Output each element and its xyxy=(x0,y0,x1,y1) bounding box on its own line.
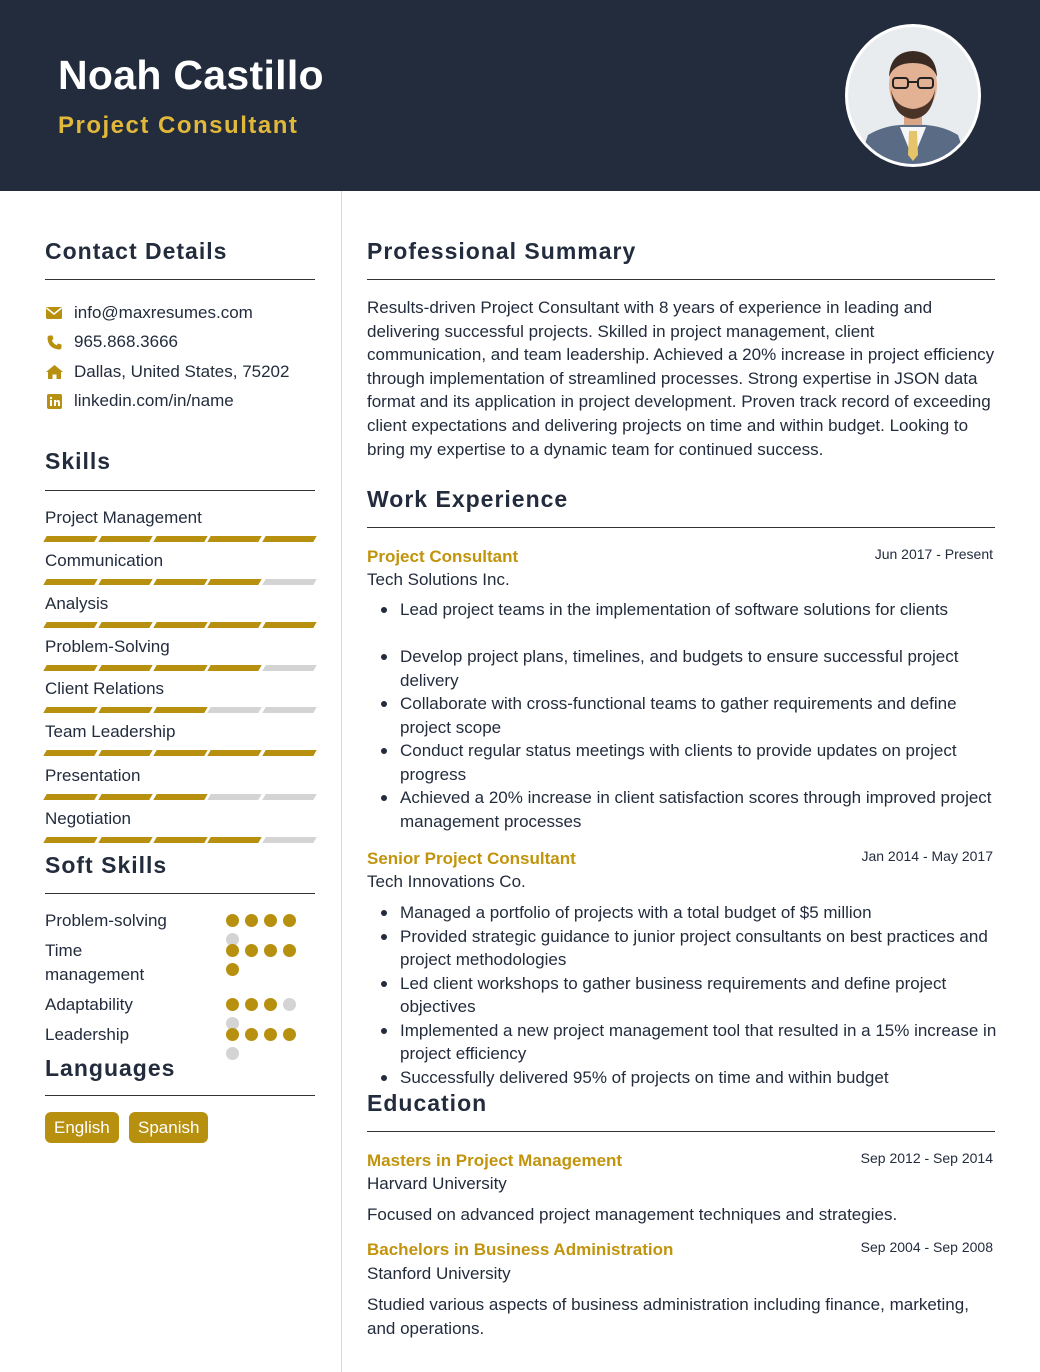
language-tag: English xyxy=(45,1112,119,1143)
degree-description: Studied various aspects of business administration including finance, marketing, and operations. xyxy=(367,1295,969,1338)
candidate-name: Noah Castillo xyxy=(58,52,324,98)
soft-skill-rating xyxy=(226,914,306,946)
contact-email[interactable] xyxy=(45,301,253,325)
soft-skill-name: Problem-solving xyxy=(45,911,167,930)
skill-rating-bar xyxy=(45,536,315,542)
rating-dot xyxy=(226,1047,239,1060)
skill-rating-segment xyxy=(98,794,152,800)
job-bullet: Collaborate with cross-functional teams to gather requirements and define project scope xyxy=(367,692,997,739)
rating-dot xyxy=(264,944,277,957)
email-icon xyxy=(45,304,63,322)
skill-rating-segment xyxy=(98,622,152,628)
soft-skill-rating xyxy=(226,1028,306,1060)
skill-name: Team Leadership xyxy=(45,722,176,741)
skill-rating-segment xyxy=(153,579,207,585)
languages-rule xyxy=(45,1095,315,1096)
contact-rule xyxy=(45,279,315,280)
job-bullet: Provided strategic guidance to junior project consultants on best practices and project methodologies xyxy=(367,925,997,972)
contact-phone[interactable] xyxy=(45,330,178,354)
skill-rating-segment xyxy=(262,837,316,843)
resume-header xyxy=(0,0,1040,191)
skill-name: Communication xyxy=(45,551,164,570)
skill-rating-segment xyxy=(43,750,97,756)
skill-rating-segment xyxy=(98,536,152,542)
skill-rating-segment xyxy=(153,665,207,671)
skill-rating-segment xyxy=(43,536,97,542)
soft-skills-rule xyxy=(45,893,315,894)
skill-rating-segment xyxy=(153,622,207,628)
skill-rating-segment xyxy=(43,622,97,628)
profile-photo xyxy=(845,24,981,167)
job-bullets xyxy=(367,598,997,833)
skill-rating-segment xyxy=(153,536,207,542)
rating-dot xyxy=(264,914,277,927)
contact-phone-text: 965.868.3666 xyxy=(74,332,178,351)
soft-skills-heading: Soft Skills xyxy=(45,852,168,878)
degree-date: Sep 2012 - Sep 2014 xyxy=(860,1150,993,1166)
skill-rating-segment xyxy=(262,750,316,756)
job-title: Senior Project Consultant xyxy=(367,849,576,868)
job-date: Jan 2014 - May 2017 xyxy=(861,848,993,864)
skill-rating-segment xyxy=(208,536,262,542)
skill-rating-segment xyxy=(208,837,262,843)
language-tag: Spanish xyxy=(129,1112,208,1143)
rating-dot xyxy=(283,944,296,957)
skill-rating-segment xyxy=(43,665,97,671)
contact-heading: Contact Details xyxy=(45,238,228,264)
skill-rating-segment xyxy=(262,579,316,585)
job-bullet: Successfully delivered 95% of projects on time and within budget xyxy=(367,1066,997,1090)
job-bullets xyxy=(367,901,997,1089)
contact-address-text: Dallas, United States, 75202 xyxy=(74,362,290,381)
column-divider xyxy=(341,191,342,1372)
skill-rating-segment xyxy=(262,707,316,713)
soft-skill-name: Time management xyxy=(45,941,145,984)
languages-heading: Languages xyxy=(45,1055,176,1081)
skill-rating-segment xyxy=(98,665,152,671)
contact-linkedin-text: linkedin.com/in/name xyxy=(74,391,234,410)
home-icon xyxy=(45,363,63,381)
skill-rating-segment xyxy=(43,579,97,585)
job-bullet: Led client workshops to gather business requirements and define project objectives xyxy=(367,972,997,1019)
job-bullet: Achieved a 20% increase in client satisfaction scores through improved project management processes xyxy=(367,786,997,833)
skill-rating-bar xyxy=(45,837,315,843)
skill-name: Project Management xyxy=(45,508,202,527)
degree-date: Sep 2004 - Sep 2008 xyxy=(860,1239,993,1255)
skill-name: Problem-Solving xyxy=(45,637,170,656)
phone-icon xyxy=(45,333,63,351)
skill-rating-bar xyxy=(45,579,315,585)
soft-skill-rating xyxy=(226,998,306,1030)
skill-name: Client Relations xyxy=(45,679,165,698)
degree-description: Focused on advanced project management techniques and strategies. xyxy=(367,1205,898,1224)
skill-rating-bar xyxy=(45,707,315,713)
skill-name: Negotiation xyxy=(45,809,132,828)
degree-title: Masters in Project Management xyxy=(367,1151,623,1170)
skill-rating-segment xyxy=(208,707,262,713)
rating-dot xyxy=(226,914,239,927)
skill-rating-segment xyxy=(43,707,97,713)
skill-rating-segment xyxy=(98,837,152,843)
rating-dot xyxy=(264,1028,277,1041)
rating-dot xyxy=(226,944,239,957)
skill-name: Presentation xyxy=(45,766,141,785)
job-bullet: Lead project teams in the implementation of software solutions for clients xyxy=(367,598,997,622)
rating-dot xyxy=(283,1028,296,1041)
experience-rule xyxy=(367,527,995,528)
skill-name: Analysis xyxy=(45,594,109,613)
skill-rating-segment xyxy=(208,665,262,671)
education-heading: Education xyxy=(367,1090,488,1116)
school-name: Stanford University xyxy=(367,1264,511,1283)
rating-dot xyxy=(283,914,296,927)
contact-address xyxy=(45,360,289,384)
skill-rating-bar xyxy=(45,794,315,800)
summary-text: Results-driven Project Consultant with 8 years of experience in leading and delivering successful projects. Skilled in project management, client communication, and team leadership. Achieved a 20% increase in project efficiency through implementation of streamlined processes. Strong expertise in JSON data format and its application in project development. Proven track record of exceeding client expectations and delivering projects on time and within budget. Looking to bring my expertise to a dynamic team for continued success. xyxy=(367,298,995,459)
job-bullet: Develop project plans, timelines, and budgets to ensure successful project delivery xyxy=(367,645,997,692)
skill-rating-segment xyxy=(262,536,316,542)
skill-rating-segment xyxy=(208,794,262,800)
skill-rating-segment xyxy=(153,794,207,800)
skill-rating-bar xyxy=(45,750,315,756)
rating-dot xyxy=(245,1028,258,1041)
job-title: Project Consultant xyxy=(367,547,519,566)
job-date: Jun 2017 - Present xyxy=(874,546,993,562)
skill-rating-bar xyxy=(45,665,315,671)
linkedin-icon xyxy=(45,392,63,410)
contact-linkedin[interactable] xyxy=(45,389,234,413)
skills-rule xyxy=(45,490,315,491)
skill-rating-segment xyxy=(153,837,207,843)
skill-rating-segment xyxy=(153,707,207,713)
skill-rating-segment xyxy=(98,579,152,585)
skills-heading: Skills xyxy=(45,448,112,474)
job-bullet: Conduct regular status meetings with clients to provide updates on project progress xyxy=(367,739,997,786)
skill-rating-segment xyxy=(153,750,207,756)
soft-skill-name: Adaptability xyxy=(45,995,133,1014)
rating-dot xyxy=(264,998,277,1011)
skill-rating-segment xyxy=(208,750,262,756)
skill-rating-segment xyxy=(43,794,97,800)
education-rule xyxy=(367,1131,995,1132)
skill-rating-segment xyxy=(98,750,152,756)
rating-dot xyxy=(226,1028,239,1041)
candidate-title: Project Consultant xyxy=(58,112,299,139)
skill-rating-segment xyxy=(208,622,262,628)
skill-rating-segment xyxy=(43,837,97,843)
rating-dot xyxy=(226,963,239,976)
summary-rule xyxy=(367,279,995,280)
job-company: Tech Innovations Co. xyxy=(367,872,526,891)
degree-title: Bachelors in Business Administration xyxy=(367,1240,674,1259)
rating-dot xyxy=(245,944,258,957)
skill-rating-segment xyxy=(262,794,316,800)
contact-email-text: info@maxresumes.com xyxy=(74,303,253,322)
rating-dot xyxy=(245,914,258,927)
soft-skill-rating xyxy=(226,944,306,976)
job-company: Tech Solutions Inc. xyxy=(367,570,510,589)
job-bullet: Implemented a new project management tool that resulted in a 15% increase in project efficiency xyxy=(367,1019,997,1066)
rating-dot xyxy=(283,998,296,1011)
skill-rating-segment xyxy=(262,665,316,671)
school-name: Harvard University xyxy=(367,1174,507,1193)
summary-heading: Professional Summary xyxy=(367,238,637,264)
skill-rating-segment xyxy=(98,707,152,713)
soft-skill-name: Leadership xyxy=(45,1025,130,1044)
skill-rating-segment xyxy=(208,579,262,585)
rating-dot xyxy=(245,998,258,1011)
experience-heading: Work Experience xyxy=(367,486,569,512)
skill-rating-segment xyxy=(262,622,316,628)
job-bullet: Managed a portfolio of projects with a total budget of $5 million xyxy=(367,901,997,925)
rating-dot xyxy=(226,998,239,1011)
skill-rating-bar xyxy=(45,622,315,628)
